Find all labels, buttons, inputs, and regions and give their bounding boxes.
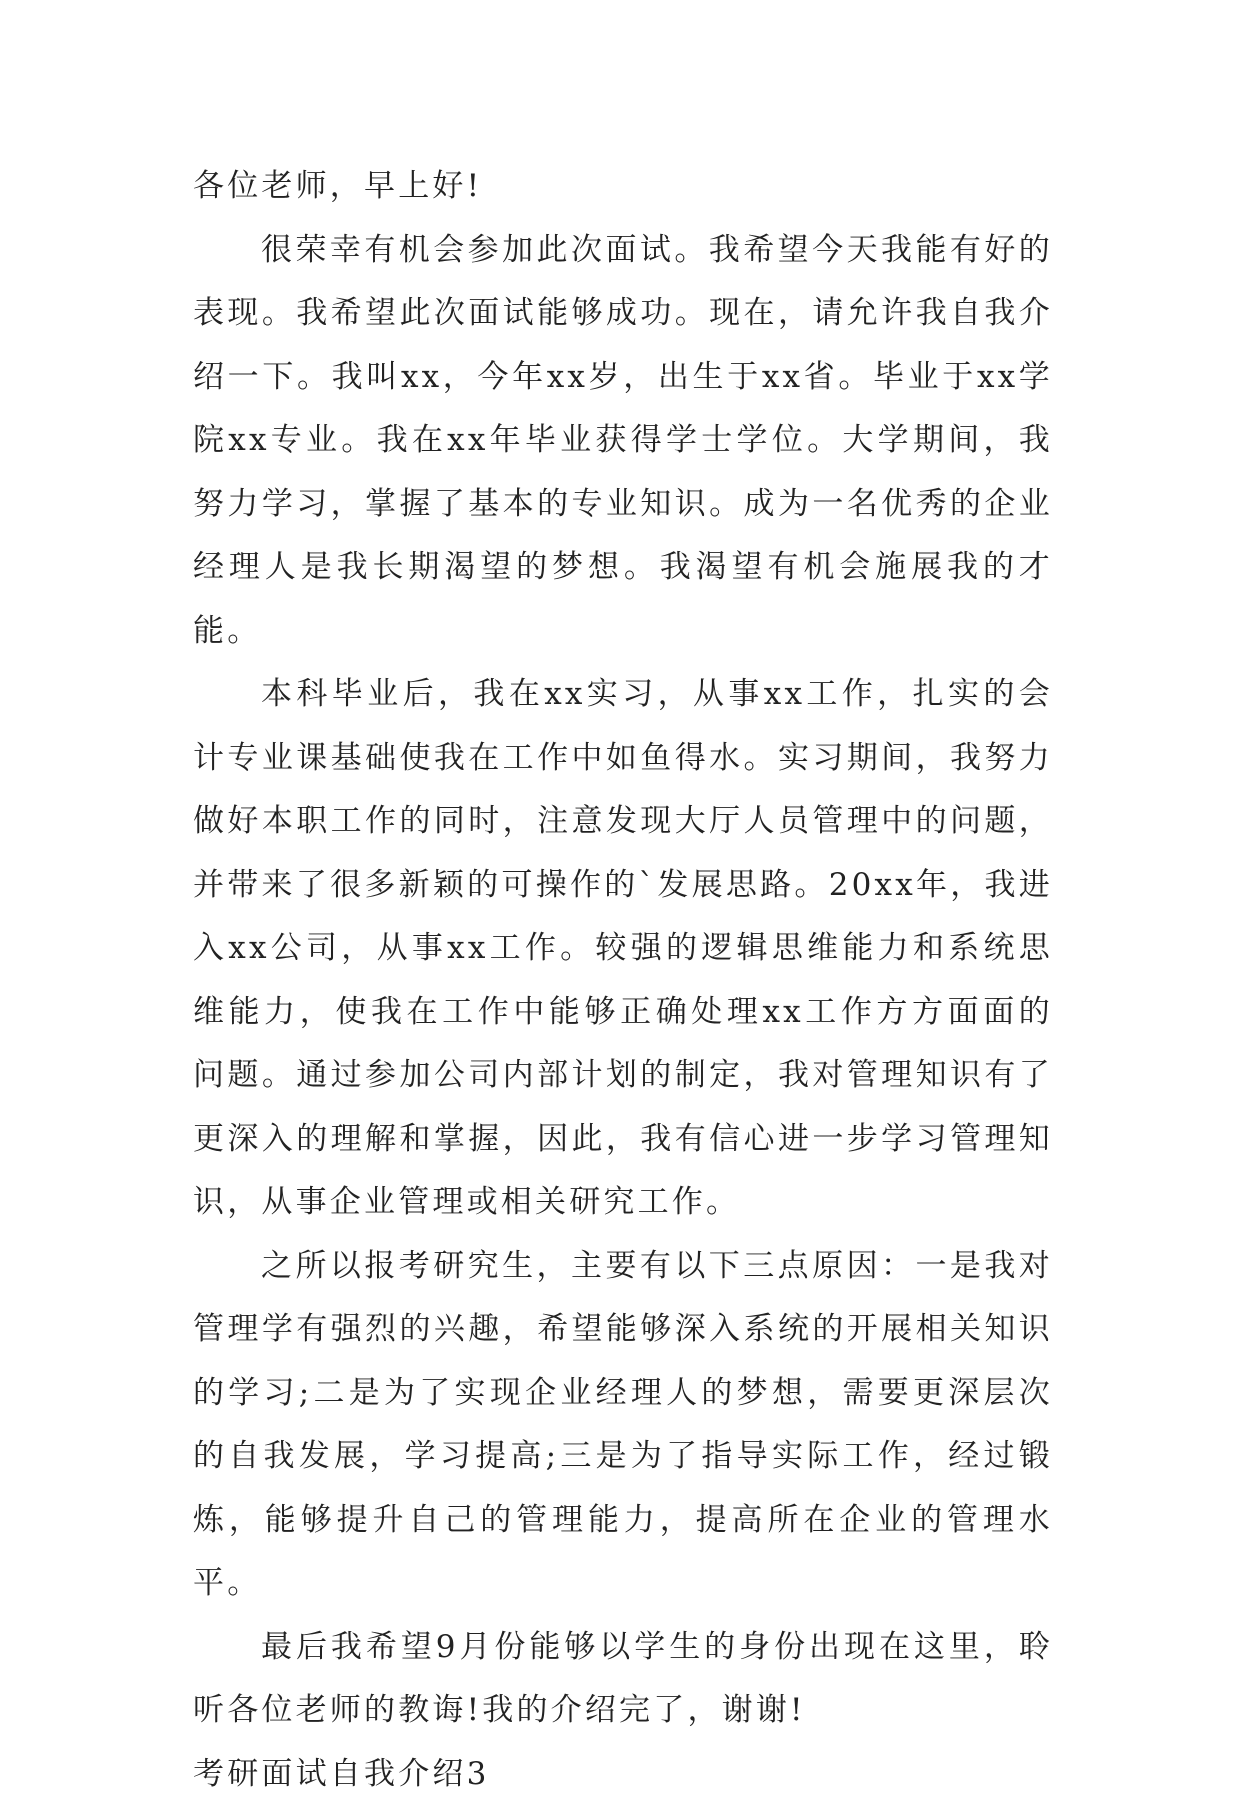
paragraph-reasons: 之所以报考研究生，主要有以下三点原因：一是我对管理学有强烈的兴趣，希望能够深入系统的开展相关知识的学习;二是为了实现企业经理人的梦想，需要更深层次的自我发展，学习提高;三是为了指导实际工作，经过锻炼，能够提升自己的管理能力，提高所在企业的管理水平。 bbox=[193, 1235, 1053, 1616]
greeting-line: 各位老师，早上好! bbox=[193, 155, 1053, 219]
document-body bbox=[193, 155, 1053, 1806]
paragraph-experience: 本科毕业后，我在xx实习，从事xx工作，扎实的会计专业课基础使我在工作中如鱼得水。实习期间，我努力做好本职工作的同时，注意发现大厅人员管理中的问题，并带来了很多新颖的可操作的`发展思路。20xx年，我进入xx公司，从事xx工作。较强的逻辑思维能力和系统思维能力，使我在工作中能够正确处理xx工作方方面面的问题。通过参加公司内部计划的制定，我对管理知识有了更深入的理解和掌握，因此，我有信心进一步学习管理知识，从事企业管理或相关研究工作。 bbox=[193, 663, 1053, 1235]
section-heading: 考研面试自我介绍3 bbox=[193, 1743, 1053, 1806]
paragraph-intro: 很荣幸有机会参加此次面试。我希望今天我能有好的表现。我希望此次面试能够成功。现在，请允许我自我介绍一下。我叫xx，今年xx岁，出生于xx省。毕业于xx学院xx专业。我在xx年毕业获得学士学位。大学期间，我努力学习，掌握了基本的专业知识。成为一名优秀的企业经理人是我长期渴望的梦想。我渴望有机会施展我的才能。 bbox=[193, 219, 1053, 664]
paragraph-closing: 最后我希望9月份能够以学生的身份出现在这里，聆听各位老师的教诲!我的介绍完了，谢谢! bbox=[193, 1616, 1053, 1743]
